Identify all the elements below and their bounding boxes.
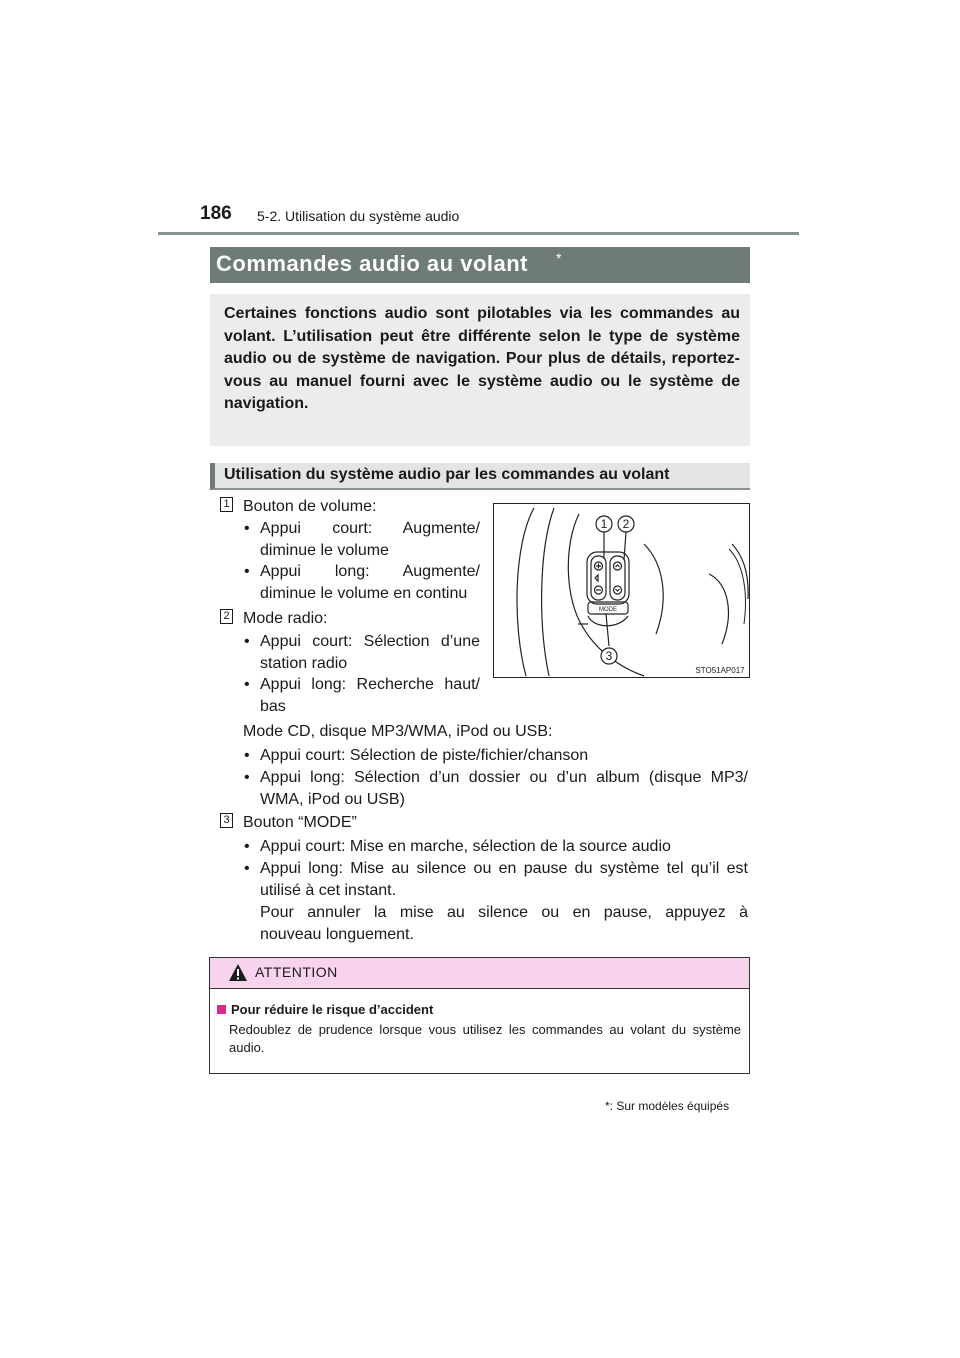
page-number: 186 (200, 203, 232, 224)
item-3-bullet-2-line-3: Pour annuler la mise au silence ou en pause, appuyez à (260, 904, 748, 921)
item-1-bullet-1-line-2: diminue le volume (260, 541, 389, 559)
callout-number-3: 3 (220, 813, 233, 828)
item-1-bullet-2-line-2: diminue le volume en continu (260, 584, 468, 602)
figure-callout-1: 1 (600, 517, 608, 531)
steering-wheel-illustration (494, 504, 749, 677)
warning-header (210, 958, 749, 989)
callout-number-2: 2 (220, 609, 233, 624)
item-2-sub-label: Mode CD, disque MP3/WMA, iPod ou USB: (243, 723, 553, 740)
intro-text: Certaines fonctions audio sont pilotables via les commandes au volant. L’utilisation peut être différente selon le type de système audio ou de système de navigation. Pour plus de détails, reportez-vous au manuel fourni avec le système audio ou le système de navigation. (224, 305, 740, 412)
item-2-label: Mode radio: (243, 610, 328, 627)
warning-subheading (217, 1002, 433, 1017)
item-1-label: Bouton de volume: (243, 498, 377, 515)
item-3-label: Bouton “MODE” (243, 814, 357, 831)
item-2-sub-bullet-1-text: Appui court: Sélection de piste/fichier/chanson (260, 747, 589, 764)
footnote: *: Sur modèles équipés (605, 1099, 730, 1113)
item-2-bullet-2-line-1: Appui long: Recherche haut/ (260, 676, 480, 693)
item-2-sub-bullet-2-line-1: Appui long: Sélection d’un dossier ou d’un album (disque MP3/ (260, 769, 748, 786)
warning-body: Redoublez de prudence lorsque vous utilisez les commandes au volant du système audio. (229, 1022, 741, 1055)
warning-square-icon (217, 1005, 226, 1014)
warning-title: ATTENTION (255, 964, 338, 980)
figure-code: STO51AP017 (695, 666, 745, 675)
item-2-sub-bullet-2-line-2: WMA, iPod ou USB) (260, 790, 405, 808)
header-rule (158, 232, 799, 235)
item-2-bullet-1-line-1: Appui court: Sélection d’une (260, 633, 480, 650)
page-title: Commandes audio au volant (216, 251, 528, 276)
item-2-bullet-2-line-2: bas (260, 697, 286, 715)
item-2-bullet-1-line-2: station radio (260, 654, 348, 672)
section-heading: Utilisation du système audio par les commandes au volant (224, 466, 670, 483)
item-3-bullet-2-line-4: nouveau longuement. (260, 926, 414, 943)
item-3-bullet-1-text: Appui court: Mise en marche, sélection de la source audio (260, 838, 671, 855)
chapter-heading: 5-2. Utilisation du système audio (257, 208, 460, 224)
warning-triangle-icon (228, 963, 248, 982)
callout-number-1: 1 (220, 497, 233, 512)
section-heading-bar (210, 463, 750, 490)
figure-callout-3: 3 (605, 649, 613, 663)
item-3-bullet-2-line-2: utilisé à cet instant. (260, 882, 397, 899)
figure-callout-2: 2 (622, 517, 630, 531)
item-1-bullet-2-line-1: Appui long: Augmente/ (260, 563, 480, 580)
warning-heading: Pour réduire le risque d’accident (231, 1002, 434, 1017)
warning-box (209, 957, 750, 1074)
title-asterisk: * (556, 250, 562, 266)
mode-button-label: MODE (599, 607, 617, 613)
steering-switch-figure (493, 503, 750, 678)
item-3-bullet-2-line-1: Appui long: Mise au silence ou en pause du système tel qu’il est (260, 860, 748, 877)
item-1-bullet-1-line-1: Appui court: Augmente/ (260, 520, 480, 537)
intro-box (210, 294, 750, 446)
title-bar (210, 247, 750, 283)
